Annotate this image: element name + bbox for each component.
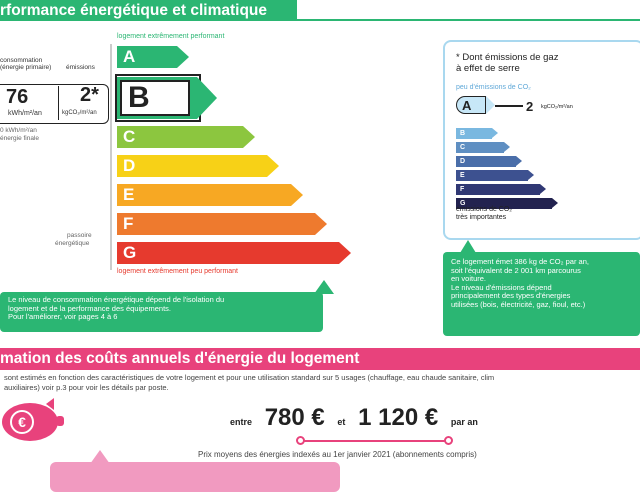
label-top-performance: logement extrêmement performant	[117, 33, 225, 40]
energy-class-arrow-a	[177, 46, 189, 68]
ges-label-beaucoup-1: émissions de CO₂	[456, 206, 513, 213]
label-energie-primaire: (énergie primaire)	[0, 64, 52, 71]
section-title-costs-text: mation des coûts annuels d'énergie du logement	[0, 350, 360, 367]
energy-class-bar-e: E	[117, 184, 291, 206]
energy-class-bar-d: D	[117, 155, 267, 177]
section-title-costs	[0, 348, 640, 370]
ges-class-bar-g: G	[456, 198, 552, 209]
cost-low: 780 €	[264, 404, 325, 431]
passoire-label-1: passoire	[67, 232, 92, 239]
ges-note-line-6: utilisées (bois, électricité, gaz, fioul, etc.)	[451, 299, 586, 309]
cost-note-box	[50, 462, 340, 492]
emission-unit: kgCO₂/m²/an	[62, 110, 97, 116]
ges-label-peu: peu d'émissions de CO₂	[456, 84, 531, 91]
energy-class-bar-g: G	[117, 242, 339, 264]
final-energy-value: 0 kWh/m²/an	[0, 127, 37, 134]
energy-scale-axis	[110, 44, 112, 270]
final-energy-label: énergie finale	[0, 135, 40, 142]
svg-text:€: €	[18, 414, 26, 430]
label-consommation: consommation	[0, 57, 43, 64]
ges-class-arrow-e	[528, 170, 534, 180]
ges-note-line-1: Ce logement émet 386 kg de CO₂ par an,	[451, 257, 589, 266]
consumption-divider	[58, 86, 59, 120]
energy-class-arrow-e	[291, 184, 303, 206]
ges-pointer-line	[495, 105, 523, 107]
consumption-value: 76	[6, 86, 29, 108]
energy-class-arrow-g	[339, 242, 351, 264]
ges-note-2: à effet de serre	[456, 63, 520, 74]
ges-note-line-3: en voiture.	[451, 274, 487, 283]
ges-class-bar-b: B	[456, 128, 492, 139]
cost-range-dot-low	[296, 436, 305, 445]
cost-range-dot-high	[444, 436, 453, 445]
cost-range-line	[300, 440, 450, 442]
cost-note-pointer	[90, 450, 110, 464]
ges-class-bar-a: A	[456, 96, 486, 114]
ges-note-box	[443, 252, 640, 336]
ges-class-bar-e: E	[456, 170, 528, 181]
section-title-performance: rformance énergétique et climatique	[0, 0, 297, 21]
cost-entre: entre	[230, 417, 253, 427]
ges-class-arrow-b	[492, 128, 498, 138]
piggy-bank-icon	[0, 398, 64, 444]
consumption-unit: kWh/m²/an	[8, 110, 42, 117]
ges-note-pointer	[460, 240, 476, 253]
energy-note-line-2: logement et de la performance des équipements.	[8, 303, 172, 313]
energy-class-arrow-f	[315, 213, 327, 235]
energy-class-letter-b: B	[120, 80, 190, 116]
label-bottom-performance: logement extrêmement peu performant	[117, 268, 239, 275]
ges-class-arrow-a	[486, 96, 495, 114]
energy-class-arrow-c	[243, 126, 255, 148]
ges-class-bar-d: D	[456, 156, 516, 167]
ges-class-arrow-c	[504, 142, 510, 152]
ges-note-line-5: principalement des types d'énergies	[451, 291, 571, 300]
energy-note-pointer	[314, 280, 334, 294]
energy-class-bar-c: C	[117, 126, 243, 148]
ges-class-arrow-d	[516, 156, 522, 166]
ges-note-line-4: Le niveau d'émissions dépend	[451, 282, 552, 292]
cost-description-line-1: sont estimés en fonction des caractéristiques de votre logement et pour une utilisation standard sur 5 usages (chauffage, eau chaude sanitaire, clim	[4, 373, 495, 382]
ges-class-bar-f: F	[456, 184, 540, 195]
energy-class-bar-a: A	[117, 46, 177, 68]
ges-class-arrow-f	[540, 184, 546, 194]
cost-et: et	[337, 417, 346, 427]
passoire-label-2: énergétique	[55, 240, 90, 247]
energy-note-box	[0, 292, 323, 332]
label-emissions: émissions	[66, 64, 95, 71]
ges-note-1: * Dont émissions de gaz	[456, 52, 559, 63]
energy-class-arrow-b	[197, 77, 217, 119]
section-header-rule	[297, 19, 640, 21]
energy-note-line-3: Pour l'améliorer, voir pages 4 à 6	[8, 312, 118, 321]
cost-high: 1 120 €	[358, 404, 439, 431]
cost-range	[230, 404, 478, 432]
cost-par-an: par an	[450, 417, 478, 427]
energy-class-arrow-d	[267, 155, 279, 177]
ges-note-line-2: soit l'équivalent de 2 001 km parcourus	[451, 265, 581, 275]
ges-unit: kgCO₂/m²/an	[541, 104, 573, 110]
cost-description	[4, 373, 640, 393]
ges-class-arrow-g	[552, 198, 558, 208]
ges-label-beaucoup-2: très importantes	[456, 214, 507, 221]
ges-class-bar-c: C	[456, 142, 504, 153]
price-index-note: Prix moyens des énergies indexés au 1er janvier 2021 (abonnements compris)	[198, 450, 477, 459]
ges-value: 2	[526, 99, 534, 114]
cost-description-line-2: auxiliaires) voir p.3 pour voir les détails par poste.	[4, 383, 169, 392]
energy-class-bar-f: F	[117, 213, 315, 235]
energy-note-line-1: Le niveau de consommation énergétique dépend de l'isolation du	[8, 295, 225, 304]
emission-value: 2*	[80, 84, 99, 106]
